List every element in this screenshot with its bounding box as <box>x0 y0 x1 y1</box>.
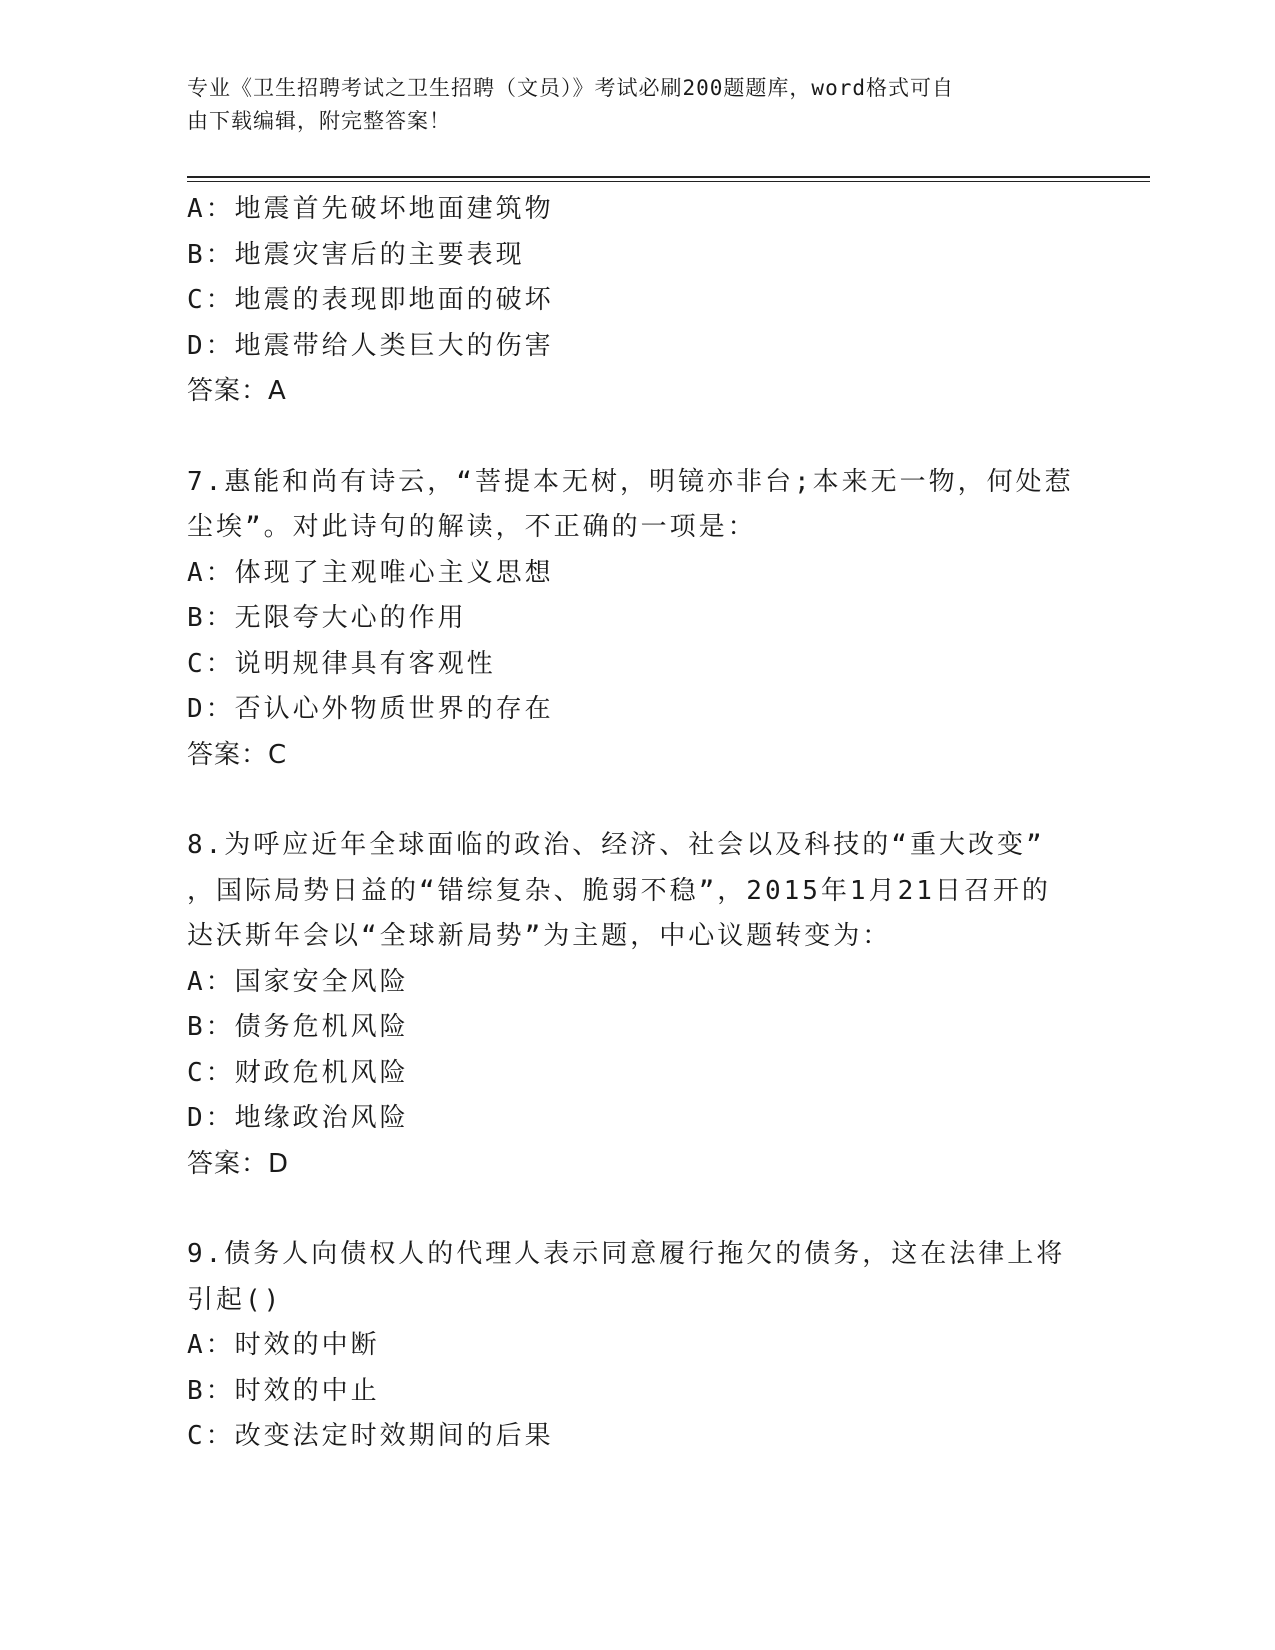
question-stem-line: 8.为呼应近年全球面临的政治、经济、社会以及科技的“重大改变” <box>187 830 1045 860</box>
answer: 答案：C <box>187 739 288 770</box>
question-stem-line: 尘埃”。对此诗句的解读，不正确的一项是： <box>187 512 757 542</box>
header-line-1: 专业《卫生招聘考试之卫生招聘（文员）》考试必刷200题题库，word格式可自 <box>187 76 954 100</box>
question-8 <box>187 823 1087 1187</box>
option-a: A：国家安全风险 <box>187 966 409 997</box>
answer: 答案：D <box>187 1148 290 1179</box>
question-stem-line: ，国际局势日益的“错综复杂、脆弱不稳”，2015年1月21日召开的 <box>187 875 1051 906</box>
option-c: C：说明规律具有客观性 <box>187 648 496 679</box>
header-divider-thin <box>187 181 1150 182</box>
document-header <box>187 72 1067 138</box>
question-stem-line: 引起() <box>187 1284 283 1315</box>
answer: 答案：A <box>187 376 287 406</box>
option-a: A：体现了主观唯心主义思想 <box>187 557 554 588</box>
option-a: A：时效的中断 <box>187 1330 380 1360</box>
option-d: D：否认心外物质世界的存在 <box>187 694 554 724</box>
question-stem-line: 9.债务人向债权人的代理人表示同意履行拖欠的债务，这在法律上将 <box>187 1239 1066 1269</box>
option-c: C：改变法定时效期间的后果 <box>187 1421 554 1451</box>
option-a: A：地震首先破坏地面建筑物 <box>187 194 554 224</box>
option-c: C：地震的表现即地面的破坏 <box>187 285 554 315</box>
option-b: B：时效的中止 <box>187 1375 380 1406</box>
header-line-2: 由下载编辑，附完整答案！ <box>187 109 451 133</box>
option-d: D：地震带给人类巨大的伤害 <box>187 330 554 361</box>
option-b: B：地震灾害后的主要表现 <box>187 239 525 270</box>
document-body <box>187 187 1087 1460</box>
header-divider-thick <box>187 176 1150 178</box>
question-7 <box>187 460 1087 779</box>
question-stem-line: 达沃斯年会以“全球新局势”为主题，中心议题转变为： <box>187 921 892 951</box>
question-9 <box>187 1232 1087 1460</box>
option-c: C：财政危机风险 <box>187 1057 409 1088</box>
option-b: B：债务危机风险 <box>187 1012 409 1042</box>
option-b: B：无限夸大心的作用 <box>187 603 467 633</box>
question-6-continuation <box>187 187 1087 415</box>
question-stem-line: 7.惠能和尚有诗云，“菩提本无树，明镜亦非台;本来无一物，何处惹 <box>187 466 1074 497</box>
option-d: D：地缘政治风险 <box>187 1103 409 1133</box>
